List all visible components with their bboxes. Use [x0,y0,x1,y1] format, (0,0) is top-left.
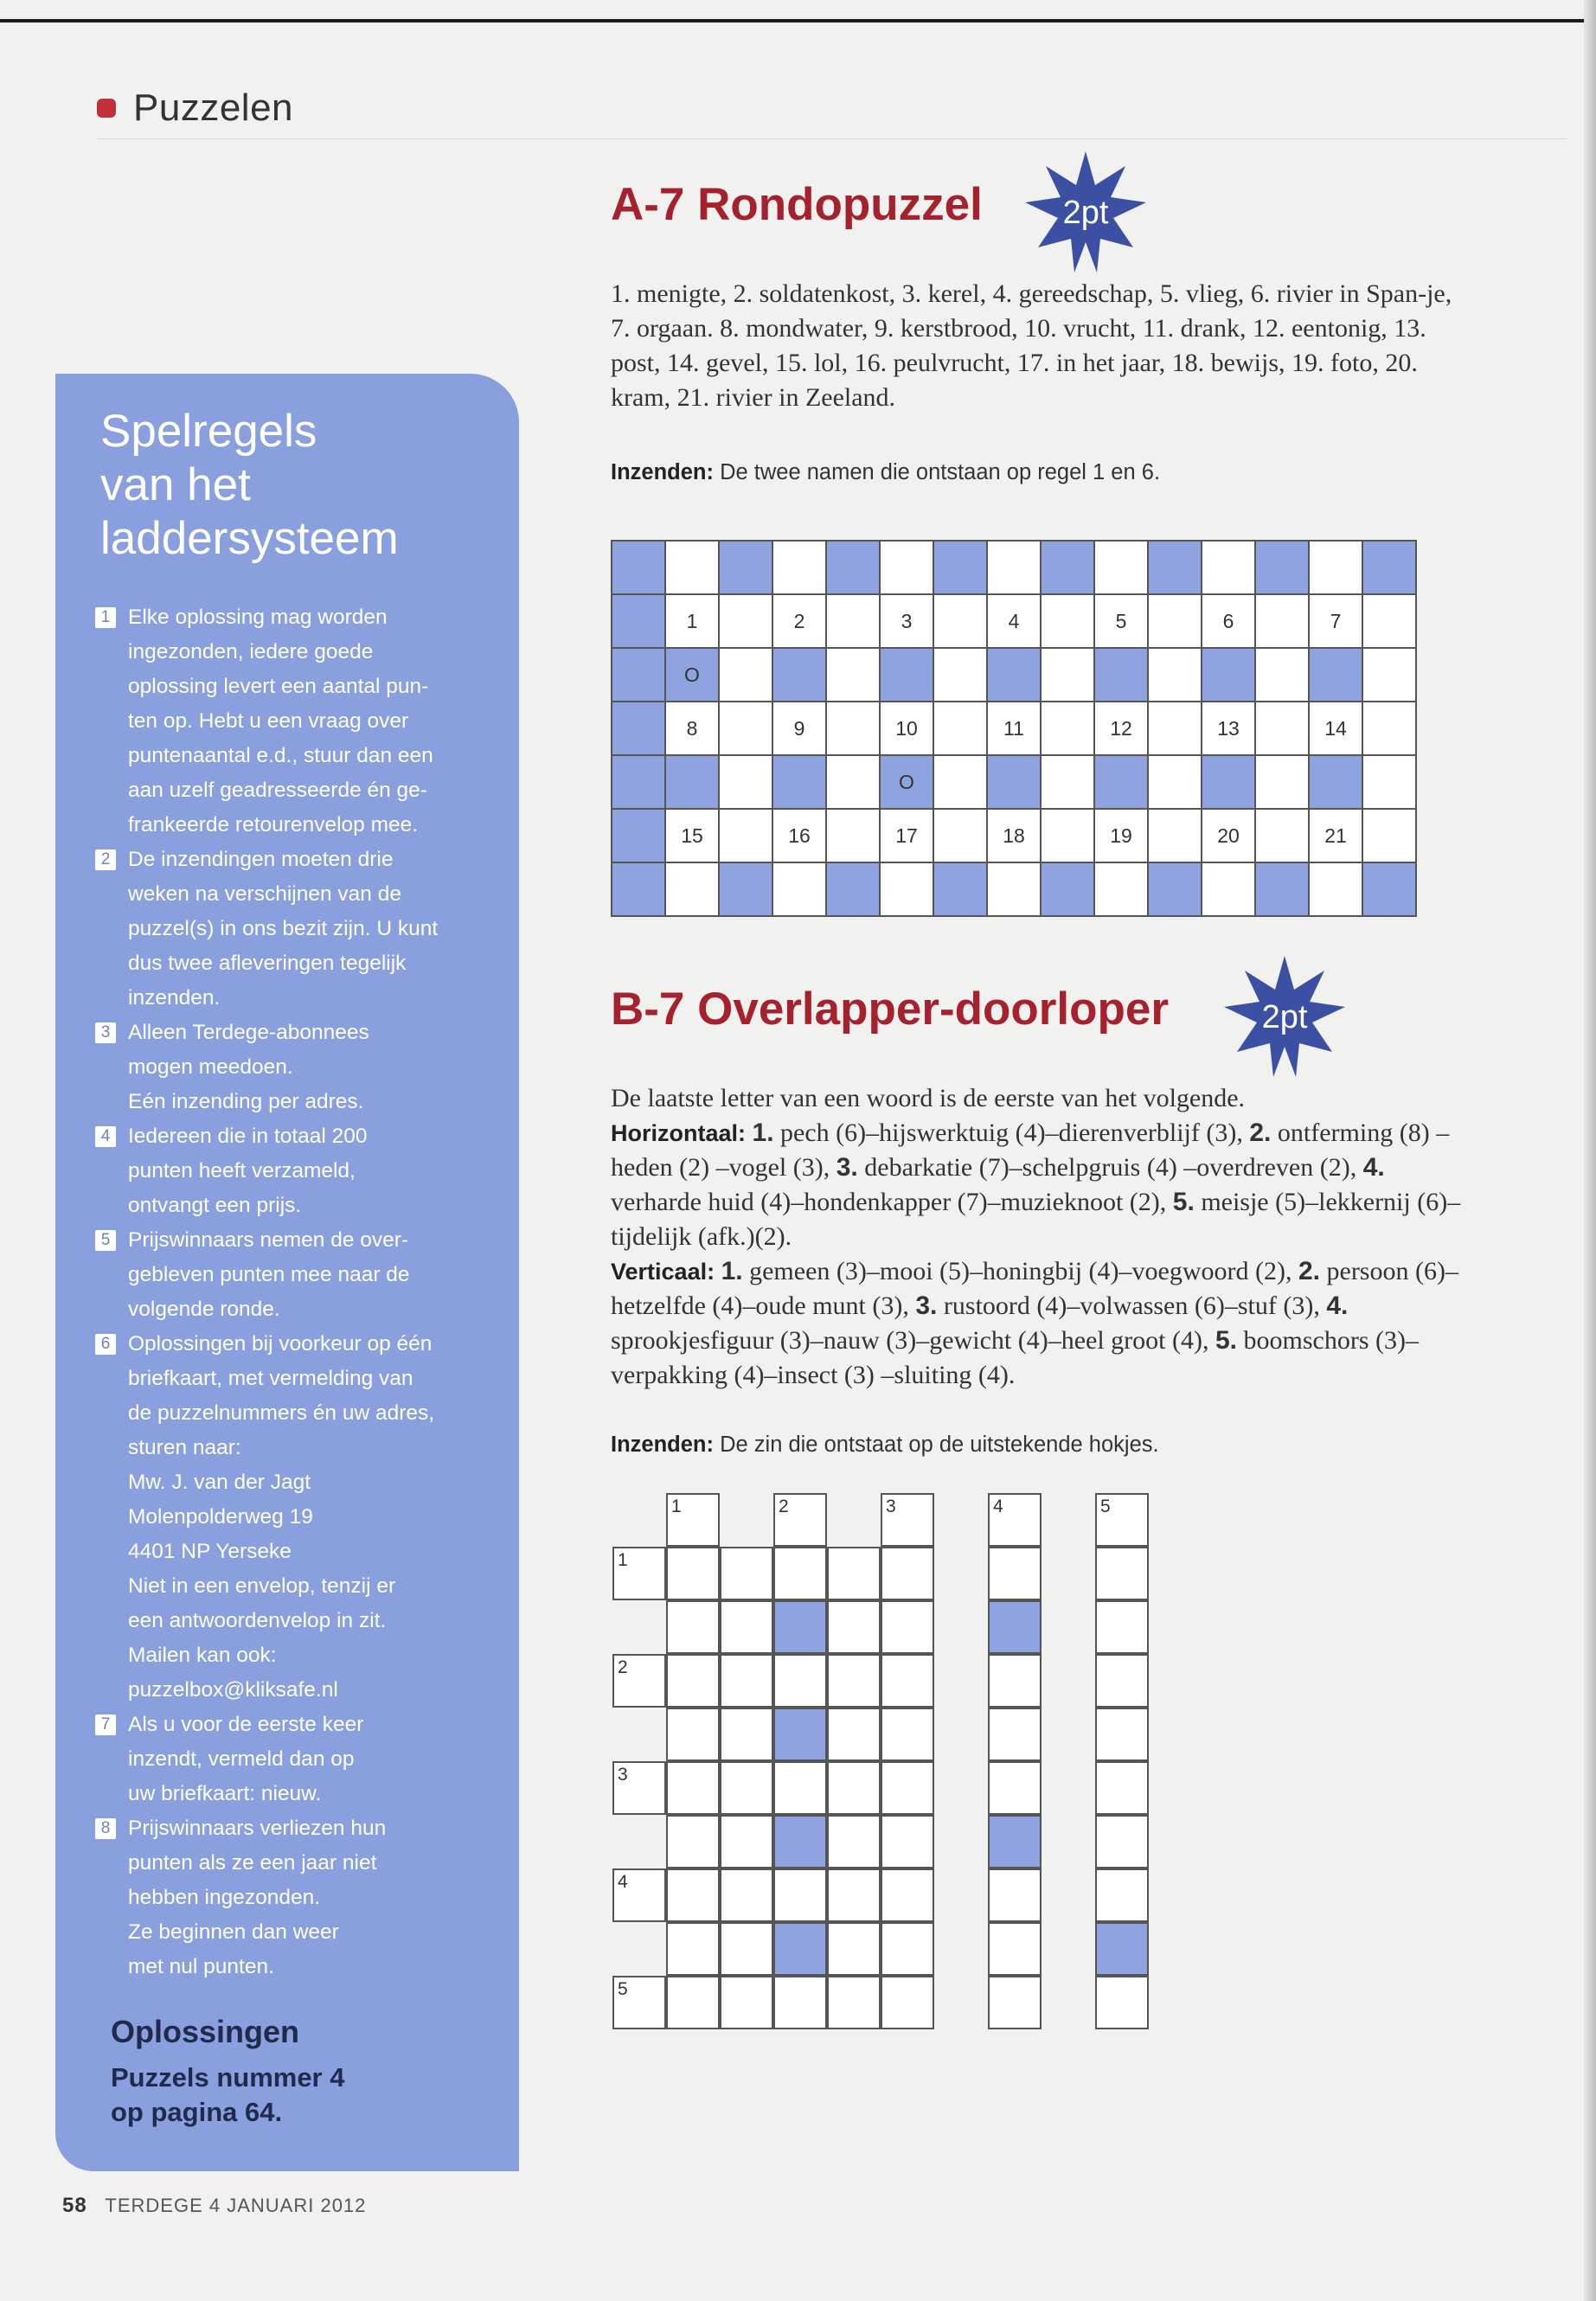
rule-item [95,1223,500,1327]
puzzle-a-send [611,460,1160,485]
grid-cell[interactable] [1256,595,1310,649]
grid-cell[interactable] [1095,1493,1149,1547]
puzzle-a-points-badge [1021,147,1151,277]
grid-cell[interactable] [1149,542,1202,595]
grid-cell[interactable] [773,1493,827,1547]
clue-number: 4. [1362,1153,1385,1182]
grid-cell[interactable] [1095,542,1149,595]
grid-cell[interactable] [1202,649,1256,702]
clue-text: persoon (6)–hetzelfde (4)–oude munt (3), [611,1257,1458,1320]
grid-cell[interactable] [988,1654,1042,1708]
grid-cell[interactable] [773,542,827,595]
grid-cell[interactable]: 20 [1202,810,1256,863]
grid-cell[interactable] [773,1761,827,1815]
horizontal-label: Horizontaal: [611,1120,747,1146]
grid-cell[interactable] [1363,810,1417,863]
solutions-title: Oplossingen [111,2014,300,2049]
grid-cell[interactable] [988,863,1042,917]
grid-cell[interactable] [827,756,881,810]
grid-cell[interactable] [612,1761,666,1815]
grid-cell[interactable]: 12 [1095,702,1149,756]
puzzle-a-points: 2pt [1062,195,1109,231]
grid-cell[interactable] [827,1708,881,1761]
grid-cell[interactable] [1095,1600,1149,1654]
grid-cell[interactable] [881,1493,934,1547]
grid-cell[interactable] [1095,756,1149,810]
grid-cell[interactable] [1256,649,1310,702]
column-number: 4 [993,1497,1003,1516]
grid-cell[interactable] [720,1654,773,1708]
grid-cell[interactable]: O [666,649,720,702]
grid-cell[interactable] [827,1547,881,1600]
rule-item [95,600,500,843]
grid-cell[interactable] [1095,1761,1149,1815]
grid-cell[interactable] [881,1868,934,1922]
clue-text: rustoord (4)–volwassen (6)–stuf (3), [943,1292,1327,1320]
grid-cell[interactable] [1256,810,1310,863]
clue-text: gemeen (3)–mooi (5)–honingbij (4)–voegwoord (2), [749,1257,1298,1285]
grid-cell[interactable] [612,810,666,863]
rule-text: Elke oplossing mag worden ingezonden, iedere goede oplossing levert een aantal pun- ten op. Hebt u een vraag over puntenaantal e.d., stuur dan een aan uzelf geadresseerde én ge- frankeerde retourenvelop mee. [128,606,433,836]
puzzle-b-clues [611,1081,1476,1393]
grid-cell[interactable] [827,1815,881,1868]
grid-cell[interactable] [612,1547,666,1600]
grid-cell[interactable] [612,649,666,702]
solutions-text: Puzzels nummer 4 op pagina 64. [111,2062,345,2127]
page-edge-shadow [1584,0,1596,2301]
row-number: 2 [618,1657,628,1677]
rule-item [95,1016,500,1119]
puzzle-a-grid [611,540,1417,917]
grid-cell[interactable] [988,1815,1042,1868]
grid-cell[interactable] [1149,595,1202,649]
grid-cell[interactable] [881,1708,934,1761]
grid-cell[interactable] [773,1654,827,1708]
grid-cell[interactable] [720,542,773,595]
rule-text: Alleen Terdege-abonnees mogen meedoen. Eén inzending per adres. [128,1021,369,1113]
row-number: 3 [618,1765,628,1785]
grid-cell[interactable] [1042,649,1095,702]
grid-cell[interactable] [1202,542,1256,595]
grid-cell[interactable] [1095,1654,1149,1708]
grid-cell[interactable] [773,649,827,702]
grid-cell[interactable]: 5 [1095,595,1149,649]
vertical-label: Verticaal: [611,1259,715,1285]
grid-cell[interactable] [773,863,827,917]
clue-number: 2. [1298,1257,1320,1285]
grid-cell[interactable] [1042,595,1095,649]
grid-cell[interactable] [881,1761,934,1815]
grid-cell[interactable]: 9 [773,702,827,756]
grid-cell[interactable]: 11 [988,702,1042,756]
grid-cell[interactable] [720,595,773,649]
grid-cell[interactable] [1202,756,1256,810]
section-title: Puzzelen [133,87,294,129]
grid-cell[interactable] [934,595,988,649]
grid-cell[interactable] [666,863,720,917]
grid-cell[interactable] [934,756,988,810]
grid-cell[interactable] [612,1654,666,1708]
grid-cell[interactable] [1095,1976,1149,2029]
grid-cell[interactable] [988,1761,1042,1815]
grid-cell[interactable] [666,1654,720,1708]
grid-cell[interactable] [1042,702,1095,756]
grid-cell[interactable] [773,1600,827,1654]
clue-text: verharde huid (4)–hondenkapper (7)–muzieknoot (2), [611,1188,1173,1216]
grid-cell[interactable] [773,1976,827,2029]
grid-cell[interactable] [827,542,881,595]
grid-cell[interactable] [881,1547,934,1600]
grid-cell[interactable] [1095,1815,1149,1868]
sidebar-title [100,405,498,566]
grid-cell[interactable] [773,1868,827,1922]
grid-cell[interactable] [720,1976,773,2029]
grid-cell[interactable] [1256,702,1310,756]
grid-cell[interactable] [773,1815,827,1868]
puzzle-b-title: B-7 Overlapper-doorloper [611,984,1169,1035]
row-number: 5 [618,1979,628,1999]
grid-cell[interactable] [666,1976,720,2029]
grid-cell[interactable] [720,1922,773,1976]
grid-cell[interactable] [881,863,934,917]
grid-cell[interactable] [1310,756,1363,810]
grid-cell[interactable] [720,810,773,863]
grid-cell[interactable] [1095,649,1149,702]
row-number: 1 [618,1550,628,1570]
grid-cell[interactable] [827,702,881,756]
rule-number: 2 [95,849,116,870]
grid-cell[interactable] [988,1600,1042,1654]
rule-number: 4 [95,1126,116,1147]
grid-cell[interactable] [881,1815,934,1868]
rule-number: 8 [95,1818,116,1839]
puzzle-b-horizontal [611,1116,1476,1254]
grid-cell[interactable] [666,1600,720,1654]
grid-cell[interactable] [1149,702,1202,756]
grid-cell[interactable] [1310,542,1363,595]
rule-number: 5 [95,1230,116,1251]
grid-cell[interactable] [988,1493,1042,1547]
clue-number: 5. [1172,1188,1195,1216]
clue-number: 5. [1215,1326,1237,1355]
rule-text: De inzendingen moeten drie weken na verschijnen van de puzzel(s) in ons bezit zijn. U kunt dus twee afleveringen tegelijk inzenden. [128,848,439,1009]
grid-cell[interactable] [1363,649,1417,702]
grid-cell[interactable] [1095,1547,1149,1600]
grid-cell[interactable]: 17 [881,810,934,863]
page-number: 58 [62,2194,87,2217]
grid-cell[interactable] [666,1815,720,1868]
column-number: 1 [671,1497,682,1516]
grid-cell[interactable] [1095,1922,1149,1976]
puzzle-a-clues: 1. menigte, 2. soldatenkost, 3. kerel, 4. gereedschap, 5. vlieg, 6. rivier in Span-je, 7. orgaan. 8. mondwater, 9. kerstbrood, 10. vrucht, 11. drank, 12. eentonig, 13. post, 14. gevel, 15. lol, 16. peulvrucht, 17. in het jaar, 18. bewijs, 19. foto, 20. kram, 21. rivier in Zeeland. [611,279,1452,412]
grid-cell[interactable]: 8 [666,702,720,756]
grid-cell[interactable] [720,1761,773,1815]
sidebar-title-line: van het [100,459,251,510]
grid-cell[interactable] [881,1654,934,1708]
puzzle-b-points: 2pt [1261,999,1308,1035]
grid-cell[interactable] [666,1761,720,1815]
grid-cell[interactable]: 14 [1310,702,1363,756]
rule-number: 1 [95,607,116,628]
grid-cell[interactable] [666,1547,720,1600]
grid-cell[interactable] [773,1708,827,1761]
grid-cell[interactable] [720,1708,773,1761]
grid-cell[interactable] [666,1493,720,1547]
clue-number: 1. [752,1118,774,1147]
rule-text: Als u voor de eerste keer inzendt, vermeld dan op uw briefkaart: nieuw. [128,1713,364,1805]
footer-text: TERDEGE 4 JANUARI 2012 [105,2195,367,2216]
grid-cell[interactable] [1095,1868,1149,1922]
grid-cell[interactable] [1149,863,1202,917]
grid-cell[interactable] [988,756,1042,810]
grid-cell[interactable] [1256,863,1310,917]
rule-item [95,843,500,1016]
grid-cell[interactable] [612,542,666,595]
grid-cell[interactable]: 4 [988,595,1042,649]
grid-cell[interactable] [881,1922,934,1976]
puzzle-a-title: A-7 Rondopuzzel [611,179,983,230]
grid-cell[interactable]: 16 [773,810,827,863]
grid-cell[interactable]: O [881,756,934,810]
puzzle-a-send-text: De twee namen die ontstaan op regel 1 en 6. [720,460,1161,484]
grid-cell[interactable] [666,756,720,810]
grid-cell[interactable] [1095,1708,1149,1761]
grid-cell[interactable] [988,1976,1042,2029]
rules-sidebar [55,374,519,2171]
rule-item [95,1811,500,1984]
clue-text: meisje (5)–lekkernij (6)–tijdelijk (afk.)(2). [611,1188,1461,1251]
grid-cell[interactable] [1149,810,1202,863]
grid-cell[interactable]: 6 [1202,595,1256,649]
grid-cell[interactable] [881,1600,934,1654]
grid-cell[interactable] [988,1708,1042,1761]
grid-cell[interactable] [988,1547,1042,1600]
grid-cell[interactable]: 15 [666,810,720,863]
grid-cell[interactable] [720,863,773,917]
grid-cell[interactable] [827,595,881,649]
grid-cell[interactable] [1310,649,1363,702]
header-divider [97,138,1567,139]
puzzle-a-send-label: Inzenden: [611,460,714,484]
clue-number: 4. [1326,1292,1349,1320]
grid-cell[interactable] [934,649,988,702]
grid-cell[interactable] [612,595,666,649]
top-rule [0,19,1596,22]
column-number: 5 [1100,1497,1111,1516]
grid-cell[interactable] [773,1547,827,1600]
clue-text: debarkatie (7)–schelpgruis (4) –overdreven (2), [864,1153,1363,1182]
grid-cell[interactable] [827,863,881,917]
grid-cell[interactable] [1363,595,1417,649]
grid-cell[interactable] [934,810,988,863]
grid-cell[interactable]: 3 [881,595,934,649]
rule-text: Oplossingen bij voorkeur op één briefkaart, met vermelding van de puzzelnummers én uw adres, sturen naar: Mw. J. van der Jagt Molenpolderweg 19 4401 NP Yerseke Niet in een envelop, tenzij er een antwoordenvelop in zit. Mailen kan ook: puzzelbox@kliksafe.nl [128,1332,435,1702]
clue-text: sprookjesfiguur (3)–nauw (3)–gewicht (4)–heel groot (4), [611,1326,1215,1355]
clue-number: 1. [721,1257,743,1285]
grid-cell[interactable] [1363,702,1417,756]
grid-cell[interactable] [1042,756,1095,810]
rule-item [95,1327,500,1708]
puzzle-b-intro: De laatste letter van een woord is de eerste van het volgende. [611,1084,1246,1112]
grid-cell[interactable] [1256,756,1310,810]
rules-list [95,600,500,1984]
grid-cell[interactable] [666,542,720,595]
grid-cell[interactable] [666,1868,720,1922]
rule-number: 3 [95,1022,116,1043]
grid-cell[interactable] [988,542,1042,595]
grid-cell[interactable]: 13 [1202,702,1256,756]
grid-cell[interactable] [720,1547,773,1600]
grid-cell[interactable] [612,1868,666,1922]
clue-text: boomschors (3)–verpakking (4)–insect (3) –sluiting (4). [611,1326,1419,1389]
grid-cell[interactable] [1363,863,1417,917]
grid-cell[interactable] [827,1976,881,2029]
puzzle-b-send-text: De zin die ontstaat op de uitstekende hokjes. [720,1433,1159,1457]
rule-number: 7 [95,1715,116,1735]
grid-cell[interactable] [612,1976,666,2029]
grid-cell[interactable] [1042,810,1095,863]
page-footer [62,2194,366,2218]
grid-cell[interactable] [988,649,1042,702]
grid-cell[interactable] [1202,863,1256,917]
grid-cell[interactable] [827,1600,881,1654]
grid-cell[interactable] [773,1922,827,1976]
grid-cell[interactable] [1149,756,1202,810]
grid-cell[interactable] [827,810,881,863]
grid-cell[interactable] [988,1868,1042,1922]
sidebar-title-line: laddersysteem [100,513,399,564]
grid-cell[interactable] [934,863,988,917]
puzzle-b-points-badge [1220,952,1349,1081]
grid-cell[interactable]: 21 [1310,810,1363,863]
rule-text: Iedereen die in totaal 200 punten heeft verzameld, ontvangt een prijs. [128,1125,368,1217]
clue-number: 2. [1249,1118,1272,1147]
section-bullet-icon [97,99,116,118]
rule-text: Prijswinnaars nemen de over- gebleven punten mee naar de volgende ronde. [128,1228,410,1321]
grid-cell[interactable] [1310,863,1363,917]
grid-cell[interactable] [827,1761,881,1815]
grid-cell[interactable] [720,756,773,810]
grid-cell[interactable] [934,702,988,756]
rule-number: 6 [95,1334,116,1355]
grid-cell[interactable]: 2 [773,595,827,649]
vertical-clues [611,1257,1458,1389]
grid-cell[interactable] [720,702,773,756]
grid-cell[interactable] [881,649,934,702]
clue-number: 3. [836,1153,858,1182]
grid-cell[interactable] [827,649,881,702]
rule-item [95,1708,500,1811]
grid-cell[interactable] [1042,863,1095,917]
puzzle-b-vertical [611,1254,1476,1393]
clue-text: pech (6)–hijswerktuig (4)–dierenverblijf (3), [780,1118,1250,1147]
grid-cell[interactable] [988,1922,1042,1976]
grid-cell[interactable] [612,863,666,917]
column-number: 2 [779,1497,789,1516]
grid-cell[interactable] [720,1868,773,1922]
column-number: 3 [886,1497,896,1516]
grid-cell[interactable] [720,649,773,702]
puzzle-b-send-label: Inzenden: [611,1433,714,1457]
grid-cell[interactable] [934,542,988,595]
grid-cell[interactable] [612,702,666,756]
puzzle-b-send [611,1433,1159,1458]
rule-text: Prijswinnaars verliezen hun punten als ze een jaar niet hebben ingezonden. Ze beginnen dan weer met nul punten. [128,1817,387,1978]
rule-item [95,1119,500,1223]
grid-cell[interactable] [827,1868,881,1922]
grid-cell[interactable] [1363,542,1417,595]
grid-cell[interactable] [827,1654,881,1708]
grid-cell[interactable] [881,542,934,595]
sidebar-title-line: Spelregels [100,406,317,457]
grid-cell[interactable]: 18 [988,810,1042,863]
grid-cell[interactable]: 19 [1095,810,1149,863]
grid-cell[interactable] [720,1600,773,1654]
grid-cell[interactable]: 7 [1310,595,1363,649]
grid-cell[interactable] [1042,542,1095,595]
grid-cell[interactable] [666,1922,720,1976]
grid-cell[interactable] [1256,542,1310,595]
grid-cell[interactable] [666,1708,720,1761]
grid-cell[interactable] [881,1976,934,2029]
grid-cell[interactable] [827,1922,881,1976]
clue-number: 3. [915,1292,938,1320]
grid-cell[interactable] [1095,863,1149,917]
clue-text: ontferming (8) –heden (2) –vogel (3), [611,1118,1450,1182]
grid-cell[interactable] [1363,756,1417,810]
section-header [97,87,293,130]
grid-cell[interactable] [612,756,666,810]
grid-cell[interactable] [720,1815,773,1868]
grid-cell[interactable]: 1 [666,595,720,649]
grid-cell[interactable] [773,756,827,810]
row-number: 4 [618,1872,628,1892]
grid-cell[interactable] [1149,649,1202,702]
grid-cell[interactable]: 10 [881,702,934,756]
